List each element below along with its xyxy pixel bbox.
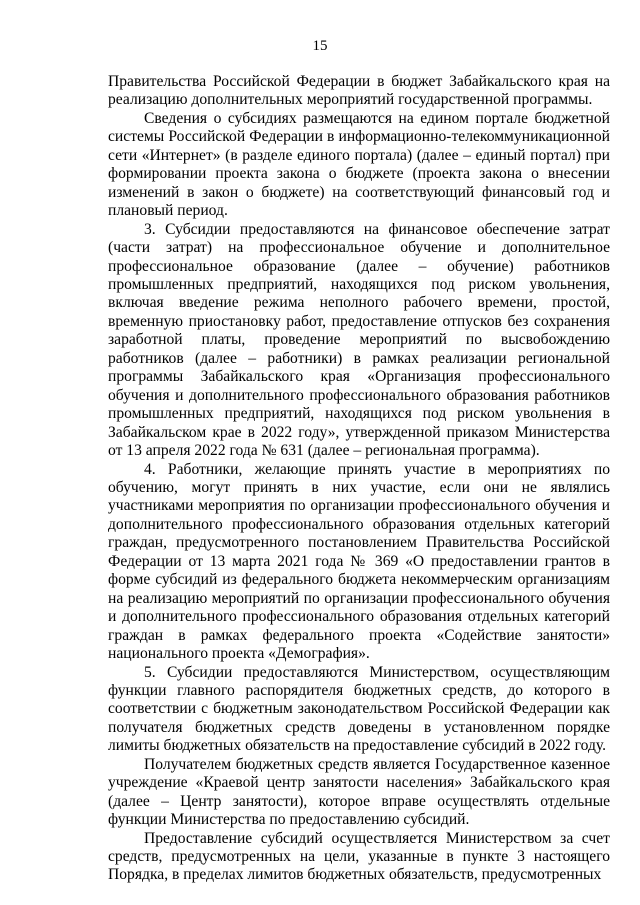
paragraph-item-5: 5. Субсидии предоставляются Министерством, осуществляющим функции главного распорядителя бюджетных средств, до которого в соответствии с бюджетным законодательством Российской Федерации как получателя бюджетных средств доведены в установленном порядке лимиты бюджетных обязательств на предоставление субсидий в 2022 году. <box>108 663 610 755</box>
paragraph-continuation: Правительства Российской Федерации в бюджет Забайкальского края на реализацию дополнительных мероприятий государственной программы. <box>108 73 610 109</box>
paragraph-item-3: 3. Субсидии предоставляются на финансовое обеспечение затрат (части затрат) на профессиональное обучение и дополнительное профессиональное образование (далее – обучение) работников промышленных предприятий, находящихся под риском увольнения, включая введение режима неполного рабочего времени, простой, временную приостановку работ, предоставление отпусков без сохранения заработной платы, проведение мероприятий по высвобождению работников (далее – работники) в рамках реализации региональной программы Забайкальского края «Организация профессионального обучения и дополнительного профессионального образования работников промышленных предприятий, находящихся под риском увольнения в Забайкальском крае в 2022 году», утвержденной приказом Министерства от 13 апреля 2022 года № 631 (далее – региональная программа). <box>108 220 610 460</box>
page-number: 15 <box>312 38 328 54</box>
paragraph-subsidy-info: Сведения о субсидиях размещаются на едином портале бюджетной системы Российской Федерации в информационно-телекоммуникационной сети «Интернет» (в разделе единого портала) (далее – единый портал) при формировании проекта закона о бюджете (проекта закона о внесении изменений в закон о бюджете) на соответствующий финансовый год и плановый период. <box>108 109 610 220</box>
document-body <box>108 73 610 885</box>
paragraph-item-4: 4. Работники, желающие принять участие в мероприятиях по обучению, могут принять в них участие, если они не являлись участниками мероприятия по организации профессионального обучения и дополнительного профессионального образования отдельных категорий граждан, предусмотренного постановлением Правительства Российской Федерации от 13 марта 2021 года № 369 «О предоставлении грантов в форме субсидий из федерального бюджета некоммерческим организациям на реализацию мероприятий по организации профессионального обучения и дополнительного профессионального образования отдельных категорий граждан в рамках федерального проекта «Содействие занятости» национального проекта «Демография». <box>108 460 610 663</box>
paragraph-recipient: Получателем бюджетных средств является Государственное казенное учреждение «Краевой центр занятости населения» Забайкальского края (далее – Центр занятости), которое вправе осуществлять отдельные функции Министерства по предоставлению субсидий. <box>108 755 610 829</box>
paragraph-provision: Предоставление субсидий осуществляется Министерством за счет средств, предусмотренных на цели, указанные в пункте 3 настоящего Порядка, в пределах лимитов бюджетных обязательств, предусмотренных <box>108 829 610 884</box>
